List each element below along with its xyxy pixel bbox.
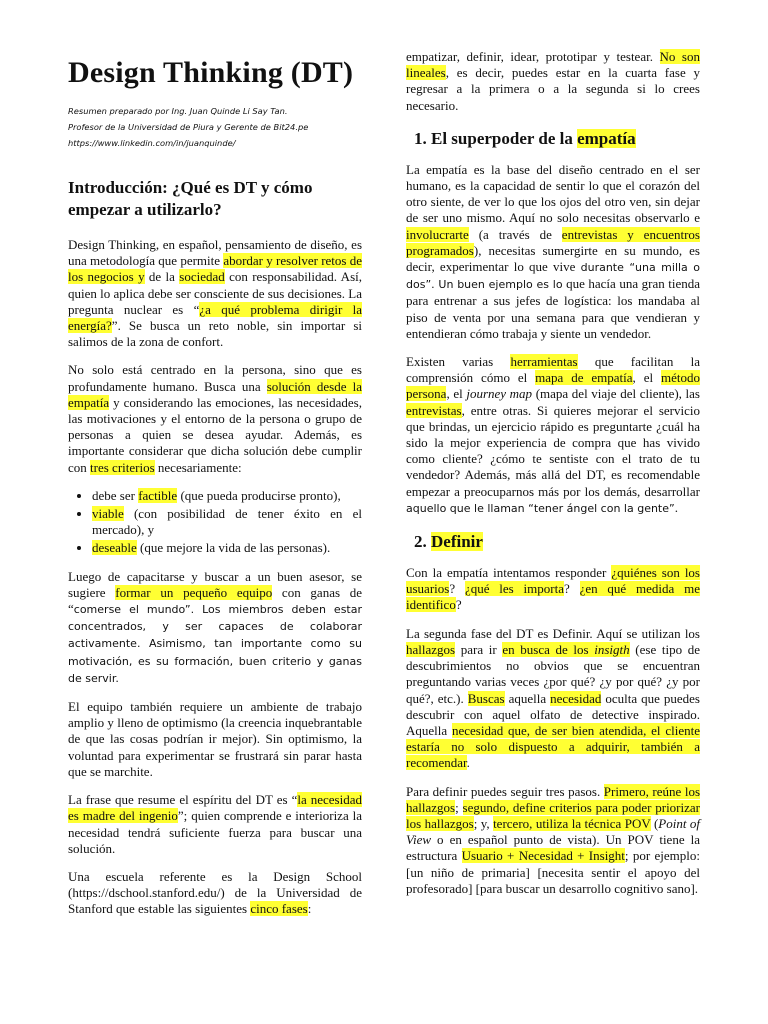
highlight: ¿a qué problema dirigir la energía?: [68, 301, 362, 334]
text: oculta que puedes descubrir con aquel olfato de detective inspirado. Aquella: [406, 690, 700, 738]
text: con ganas de “: [68, 584, 363, 617]
intro-paragraph-4: El equipo también requiere un ambiente de trabajo amplio y lleno de optimismo (la creencia inquebrantable de que las cosas podrían ir mejor). Sin optimismo, la voluntad para experimentar se frustrará sin parar hasta que se marchite.: [68, 699, 362, 779]
intro-paragraph-6: [68, 869, 362, 918]
text: Una escuela referente es la Design School (https://dschool.stanford.edu/) de la Universidad de Stanford que estable las siguientes: [68, 868, 362, 917]
highlight: necesidad: [550, 690, 602, 706]
quoted-phrase: durante “una milla o dos”. Un buen ejemplo es lo: [406, 261, 700, 292]
text: de la: [144, 269, 180, 285]
text: para ir: [455, 641, 503, 657]
text: aquella: [504, 690, 551, 706]
text: ”. Se busca un reto noble, sin importar si salimos de la zona de confort.: [68, 318, 362, 350]
intro-paragraph-1: [68, 237, 362, 350]
author-line: Resumen preparado por Ing. Juan Quinde Li Say Tan.: [68, 106, 288, 116]
text: ), necesitas sumergirte en su mundo, es decir, experimentar lo que vive: [406, 242, 700, 275]
define-paragraph-2: [406, 626, 700, 772]
text: .: [466, 755, 470, 771]
highlight: Usuario + Necesidad + Insight: [461, 848, 625, 864]
text: Para definir puedes seguir tres pasos.: [406, 783, 604, 799]
highlight: empatía: [577, 128, 636, 148]
text: y considerando las emociones, las necesidades, las motivaciones y el entorno de la persona o grupo de personas a quien se desea ayudar. Además, es importante considerar que dicha solución debe cumplir con: [68, 394, 362, 475]
text: La segunda fase del DT es Definir. Aquí se utilizan los: [406, 625, 700, 641]
text: Design Thinking, en español, pensamiento de diseño, es una metodología que permite: [68, 237, 362, 269]
highlight: entrevistas: [406, 402, 462, 418]
text: (que pueda producirse pronto),: [177, 487, 341, 503]
heading-text: 2.: [414, 532, 431, 552]
highlight: necesidad que, de ser bien atendida, el cliente estaría no solo dispuesto a adquirir, también a recomendar: [406, 722, 700, 771]
highlight: hallazgos: [406, 641, 456, 657]
text: .: [674, 499, 678, 515]
text: (a través de: [468, 226, 562, 242]
empathy-paragraph-1: [406, 162, 700, 342]
intro-paragraph-3: [68, 569, 362, 687]
text: debe ser: [92, 487, 139, 503]
text: , entre otras. Si quieres mejorar el servicio que brindas, un ejercicio rápido es preguntarte ¿cuál ha sido la mejor experiencia de compra que has vivido como cliente? ¿cómo te sentiste con el trato de tu vendedor? Además, más allá del DT, es recomendable empezar a preocuparnos más por los demás, desarrollar: [406, 402, 700, 499]
highlight: abordar y resolver retos de los negocios y: [68, 253, 362, 285]
text: (ese tipo de descubrimientos no obvios que se encuentran preguntando varias veces ¿por qué? ¿y por qué? ¿y por qué?, etc.).: [406, 641, 701, 706]
left-column: [68, 0, 362, 930]
highlight: tercero, utiliza la técnica POV: [493, 815, 651, 831]
highlight: cinco fases: [250, 901, 308, 917]
section-heading-empathy: [414, 128, 700, 150]
phases-paragraph: [406, 49, 700, 114]
text: La frase que resume el espíritu del DT es “: [68, 792, 298, 808]
text: ; y,: [473, 815, 494, 831]
highlight: en busca de los: [502, 641, 595, 657]
highlight: Primero, reúne los hallazgos: [406, 783, 701, 815]
intro-paragraph-2: [68, 362, 362, 475]
text: , el: [632, 370, 661, 386]
document-title: Design Thinking (DT): [68, 56, 354, 89]
highlight: sociedad: [179, 269, 225, 285]
text: (: [650, 815, 659, 831]
author-info: [68, 103, 362, 151]
text: Con la empatía intentamos responder: [406, 565, 612, 581]
highlight: involucrarte: [406, 226, 469, 242]
affiliation-line: Profesor de la Universidad de Piura y Gerente de Bit24.pe: [68, 122, 309, 132]
highlight: Buscas: [467, 690, 505, 706]
quoted-phrase: aquello que le llaman “tener ángel con la gente”: [406, 501, 675, 515]
highlight-italic: insigth: [594, 641, 630, 657]
text: o en español punto de vista). Un POV tiene la estructura: [406, 832, 700, 864]
text: empatizar, definir, idear, prototipar y testear.: [406, 49, 660, 64]
highlight: ¿qué les importa: [464, 581, 564, 597]
highlight: entrevistas y encuentros programados: [406, 226, 700, 258]
text: ?: [563, 581, 580, 597]
highlight: tres criterios: [90, 459, 155, 475]
text: :: [307, 901, 312, 917]
text: con responsabilidad. Así, quien lo aplica debe ser consciente de sus decisiones. La pregunta nuclear es “: [68, 269, 362, 317]
text: La empatía es la base del diseño centrado en el ser humano, es la capacidad de sentir lo que el corazón del otro siente, de ver lo que los ojos del otro ven, sin dejar de ser uno mismo. Aquí no solo necesitas observarlo e: [406, 161, 700, 226]
text: (mapa del viaje del cliente), las: [532, 386, 700, 402]
highlight: ¿quiénes son los usuarios: [406, 565, 700, 597]
highlight: factible: [138, 487, 178, 503]
text: que facilitan la comprensión cómo el: [406, 354, 700, 386]
text: (con posibilidad de tener éxito en el mercado), y: [92, 506, 362, 538]
heading-text: 1. El superpoder de la: [414, 128, 578, 148]
highlight: método persona: [406, 370, 700, 402]
list-item: [92, 506, 362, 538]
intro-paragraph-5: [68, 792, 362, 857]
highlight: deseable: [92, 540, 137, 556]
text: Existen varias: [406, 354, 511, 370]
list-item: [92, 540, 362, 556]
text: (que mejore la vida de las personas).: [136, 540, 331, 556]
empathy-paragraph-2: [406, 354, 700, 517]
highlight: Definir: [431, 532, 483, 552]
text: necesariamente:: [154, 459, 242, 475]
right-column: [406, 49, 700, 909]
text: ?: [455, 597, 462, 613]
highlight: segundo, define criterios para poder priorizar los hallazgos: [406, 799, 700, 831]
highlight: solución desde la empatía: [68, 378, 362, 410]
highlight: formar un pequeño equipo: [115, 584, 273, 600]
text: que hacía una gran tienda para entrenar a sus jefes de logística: los mandaba al piso de venta por una semana para que vendieran y entendieran cómo trabaja y siente un vendedor.: [406, 276, 700, 341]
define-paragraph-1: [406, 565, 700, 614]
list-item: [92, 488, 362, 504]
text: ;: [455, 799, 463, 815]
linkedin-link[interactable]: https://www.linkedin.com/in/juanquinde/: [68, 138, 236, 148]
highlight: mapa de empatía: [535, 370, 633, 386]
highlight: la necesidad es madre del ingenio: [68, 792, 362, 824]
italic-term: Point of View: [406, 815, 700, 848]
text: ; por ejemplo: [un niño de primaria] [necesita sentir el apoyo del profesorado] [para buscar un desarrollo cognitivo sano].: [406, 848, 700, 896]
text: ”. Los miembros deben estar concentrados, y ser capaces de colaborar activamente. Asimismo, tan importante como su motivación, es su formación, buen criterio y ganas de servir.: [68, 603, 362, 685]
highlight: viable: [92, 506, 124, 522]
intro-heading: Introducción: ¿Qué es DT y cómo empezar a utilizarlo?: [68, 178, 313, 219]
quoted-phrase: comerse el mundo: [73, 603, 185, 617]
text: , es decir, puedes estar en la cuarta fase y regresar a la primera o a la segunda si lo crees necesario.: [406, 65, 700, 113]
text: ?: [449, 581, 465, 597]
criteria-list: [68, 488, 362, 557]
text: No solo está centrado en la persona, sino que es profundamente humano. Busca una: [68, 362, 362, 394]
section-heading-define: [414, 531, 700, 553]
highlight: herramientas: [510, 354, 578, 370]
text: , el: [446, 386, 467, 402]
define-paragraph-3: [406, 784, 700, 897]
highlight: No son lineales: [406, 49, 700, 81]
text: Luego de capacitarse y buscar a un buen asesor, se sugiere: [68, 568, 362, 600]
text: ”; quien comprende e interioriza la necesidad tendrá suficiente fuerza para buscar una solución.: [68, 808, 362, 856]
highlight: ¿en qué medida me identifico: [406, 581, 700, 613]
italic-term: journey map: [466, 386, 533, 402]
